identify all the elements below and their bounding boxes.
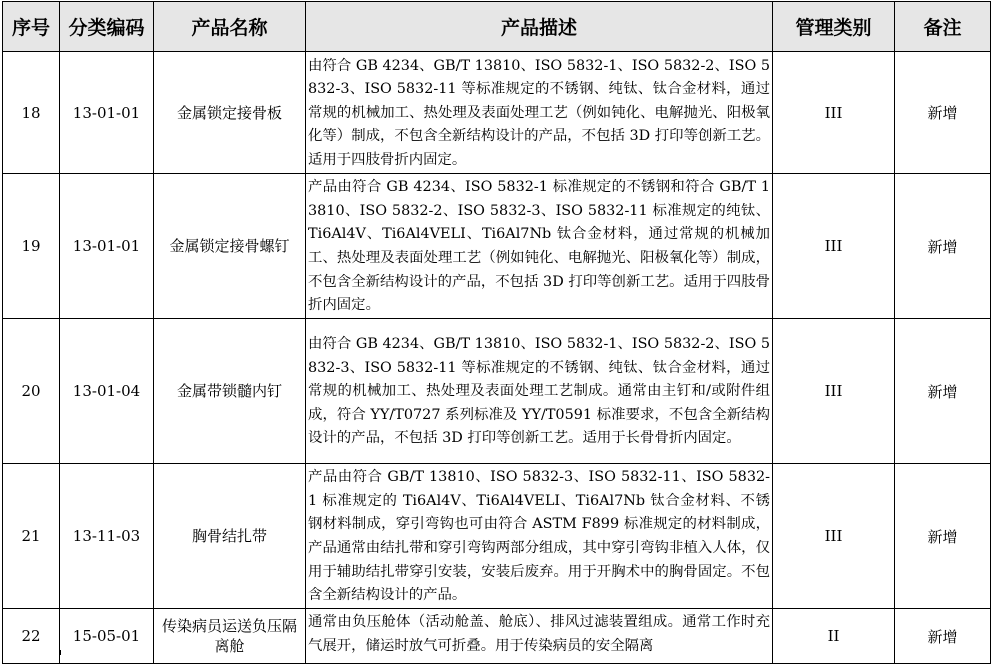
cell-remarks: 新增 [895, 609, 991, 664]
cell-remarks: 新增 [895, 464, 991, 609]
product-catalog-table [2, 1, 991, 664]
cell-product-name: 金属锁定接骨螺钉 [154, 174, 306, 319]
cell-serial-no: 21 [3, 464, 60, 609]
cell-product-description: 产品由符合 GB/T 13810、ISO 5832-3、ISO 5832-11、ISO 5832-1 标准规定的 Ti6Al4V、Ti6Al4VELI、Ti6Al7Nb 钛合金材料、不锈钢材料制成，穿引弯钩也可由符合 ASTM F899 标准规定的材料制成，产品通常由结扎带和穿引弯钩两部分组成，其中穿引弯钩非植入人体，仅用于辅助结扎带穿引安装，安装后废弃。用于开胸术中的胸骨固定。不包含全新结构设计的产品。 [306, 464, 773, 609]
header-product-name: 产品名称 [154, 2, 306, 52]
cell-management-class: II [773, 609, 895, 664]
cell-management-class: III [773, 319, 895, 464]
cell-serial-no: 20 [3, 319, 60, 464]
cell-category-code: 13-01-01 [60, 52, 154, 174]
cell-management-class: III [773, 464, 895, 609]
cell-product-description: 由符合 GB 4234、GB/T 13810、ISO 5832-1、ISO 5832-2、ISO 5832-3、ISO 5832-11 等标准规定的不锈钢、纯钛、钛合金材料，通过常规的机械加工、热处理及表面处理工艺制成。通常由主钉和/或附件组成，符合 YY/T0727 系列标准及 YY/T0591 标准要求，不包含全新结构设计的产品，不包括 3D 打印等创新工艺。适用于长骨骨折内固定。 [306, 319, 773, 464]
table-header-row [3, 2, 991, 52]
cell-management-class: III [773, 52, 895, 174]
header-remarks: 备注 [895, 2, 991, 52]
cell-remarks: 新增 [895, 319, 991, 464]
cell-category-code: 13-01-04 [60, 319, 154, 464]
table-row [3, 609, 991, 664]
cell-product-name: 胸骨结扎带 [154, 464, 306, 609]
cell-remarks: 新增 [895, 174, 991, 319]
cell-management-class: III [773, 174, 895, 319]
cell-product-name: 金属带锁髓内钉 [154, 319, 306, 464]
table-row [3, 464, 991, 609]
cell-category-code: 13-01-01 [60, 174, 154, 319]
cell-serial-no: 19 [3, 174, 60, 319]
cell-category-code: 13-11-03 [60, 464, 154, 609]
cell-remarks: 新增 [895, 52, 991, 174]
header-product-description: 产品描述 [306, 2, 773, 52]
table-row [3, 174, 991, 319]
table-row [3, 319, 991, 464]
cell-product-name: 传染病员运送负压隔离舱 [154, 609, 306, 664]
header-category-code: 分类编码 [60, 2, 154, 52]
cell-product-description: 通常由负压舱体（活动舱盖、舱底）、排风过滤装置组成。通常工作时充气展开，储运时放气可折叠。用于传染病员的安全隔离 [306, 609, 773, 664]
cell-product-name: 金属锁定接骨板 [154, 52, 306, 174]
cell-serial-no: 18 [3, 52, 60, 174]
cell-category-code: 15-05-01 [60, 609, 154, 664]
cell-serial-no: 22 [3, 609, 60, 664]
header-management-class: 管理类别 [773, 2, 895, 52]
cell-product-description: 产品由符合 GB 4234、ISO 5832-1 标准规定的不锈钢和符合 GB/T 13810、ISO 5832-2、ISO 5832-3、ISO 5832-11 标准规定的纯钛、Ti6Al4V、Ti6Al4VELI、Ti6Al7Nb 钛合金材料，通过常规的机械加工、热处理及表面处理工艺（例如钝化、电解抛光、阳极氧化等）制成，不包含全新结构设计的产品，不包括 3D 打印等创新工艺。适用于四肢骨折内固定。 [306, 174, 773, 319]
cell-product-description: 由符合 GB 4234、GB/T 13810、ISO 5832-1、ISO 5832-2、ISO 5832-3、ISO 5832-11 等标准规定的不锈钢、纯钛、钛合金材料，通过常规的机械加工、热处理及表面处理工艺（例如钝化、电解抛光、阳极氧化等）制成，不包含全新结构设计的产品，不包括 3D 打印等创新工艺。适用于四肢骨折内固定。 [306, 52, 773, 174]
header-serial-no: 序号 [3, 2, 60, 52]
table-row [3, 52, 991, 174]
page-edge-mark [60, 650, 61, 655]
